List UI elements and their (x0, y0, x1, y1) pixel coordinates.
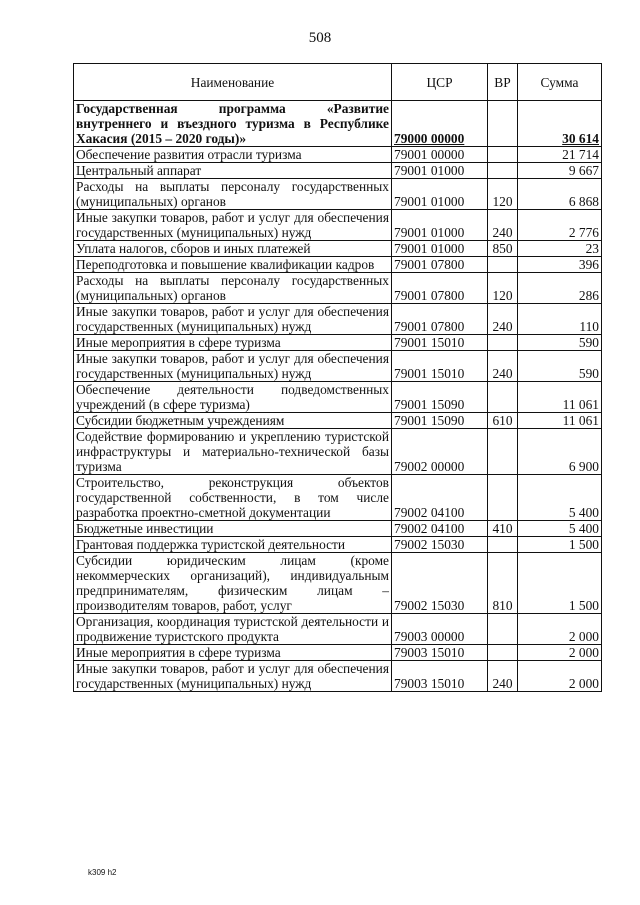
row-csr: 79000 00000 (392, 101, 488, 147)
table-row (74, 661, 602, 692)
row-name: Обеспечение развития отрасли туризма (74, 147, 392, 163)
row-sum: 2 000 (518, 614, 602, 645)
row-vr (488, 147, 518, 163)
row-name: Переподготовка и повышение квалификации кадров (74, 257, 392, 273)
row-sum: 5 400 (518, 521, 602, 537)
row-csr: 79001 15090 (392, 413, 488, 429)
row-name: Иные закупки товаров, работ и услуг для обеспечения государственных (муниципальных) нужд (74, 304, 392, 335)
table-row (74, 163, 602, 179)
row-csr: 79001 15010 (392, 335, 488, 351)
row-name: Центральный аппарат (74, 163, 392, 179)
table-row (74, 521, 602, 537)
row-sum: 590 (518, 351, 602, 382)
row-csr: 79001 15090 (392, 382, 488, 413)
row-sum: 286 (518, 273, 602, 304)
header-name: Наименование (74, 64, 392, 101)
row-csr: 79001 01000 (392, 210, 488, 241)
row-vr (488, 614, 518, 645)
row-csr: 79001 01000 (392, 179, 488, 210)
table-row (74, 335, 602, 351)
row-name: Уплата налогов, сборов и иных платежей (74, 241, 392, 257)
table-row (74, 257, 602, 273)
row-sum: 2 776 (518, 210, 602, 241)
row-sum: 396 (518, 257, 602, 273)
row-sum: 2 000 (518, 645, 602, 661)
row-sum: 21 714 (518, 147, 602, 163)
row-vr: 240 (488, 351, 518, 382)
row-vr (488, 335, 518, 351)
row-vr (488, 537, 518, 553)
row-name: Организация, координация туристской деятельности и продвижение туристского продукта (74, 614, 392, 645)
row-vr: 610 (488, 413, 518, 429)
row-vr (488, 475, 518, 521)
table-row (74, 645, 602, 661)
table-row (74, 382, 602, 413)
row-name: Иные закупки товаров, работ и услуг для обеспечения государственных (муниципальных) нужд (74, 210, 392, 241)
row-csr: 79001 07800 (392, 304, 488, 335)
row-vr (488, 382, 518, 413)
row-csr: 79002 04100 (392, 521, 488, 537)
row-sum: 6 900 (518, 429, 602, 475)
row-name: Государственная программа «Развитие внутреннего и въездного туризма в Республике Хакасия (2015 – 2020 годы)» (74, 101, 392, 147)
row-sum: 11 061 (518, 413, 602, 429)
row-vr: 810 (488, 553, 518, 614)
header-csr: ЦСР (392, 64, 488, 101)
row-csr: 79001 01000 (392, 163, 488, 179)
row-name: Субсидии бюджетным учреждениям (74, 413, 392, 429)
row-csr: 79002 00000 (392, 429, 488, 475)
row-csr: 79003 15010 (392, 645, 488, 661)
row-sum: 5 400 (518, 475, 602, 521)
table-row (74, 210, 602, 241)
row-name: Расходы на выплаты персоналу государственных (муниципальных) органов (74, 179, 392, 210)
row-sum: 590 (518, 335, 602, 351)
row-name: Бюджетные инвестиции (74, 521, 392, 537)
row-sum: 9 667 (518, 163, 602, 179)
row-vr: 410 (488, 521, 518, 537)
row-csr: 79001 00000 (392, 147, 488, 163)
row-sum: 2 000 (518, 661, 602, 692)
row-name: Субсидии юридическим лицам (кроме некоммерческих организаций), индивидуальным предпринимателям, физическим лицам – производителям товаров, работ, услуг (74, 553, 392, 614)
table-row (74, 273, 602, 304)
row-csr: 79002 15030 (392, 553, 488, 614)
row-vr (488, 257, 518, 273)
table-row (74, 179, 602, 210)
row-vr (488, 645, 518, 661)
row-name: Содействие формированию и укреплению туристской инфраструктуры и материально-технической базы туризма (74, 429, 392, 475)
row-name: Обеспечение деятельности подведомственных учреждений (в сфере туризма) (74, 382, 392, 413)
row-sum: 110 (518, 304, 602, 335)
row-sum: 30 614 (518, 101, 602, 147)
table-row (74, 147, 602, 163)
footer-code: k309 h2 (88, 868, 117, 877)
table-row (74, 429, 602, 475)
header-vr: ВР (488, 64, 518, 101)
row-sum: 6 868 (518, 179, 602, 210)
row-name: Иные закупки товаров, работ и услуг для обеспечения государственных (муниципальных) нужд (74, 351, 392, 382)
table-row (74, 304, 602, 335)
page-number: 508 (308, 30, 332, 46)
row-sum: 1 500 (518, 537, 602, 553)
row-vr: 120 (488, 273, 518, 304)
row-csr: 79003 15010 (392, 661, 488, 692)
row-name: Расходы на выплаты персоналу государственных (муниципальных) органов (74, 273, 392, 304)
table-row (74, 413, 602, 429)
row-name: Иные мероприятия в сфере туризма (74, 335, 392, 351)
row-sum: 11 061 (518, 382, 602, 413)
table-row (74, 101, 602, 147)
row-sum: 23 (518, 241, 602, 257)
row-vr: 240 (488, 210, 518, 241)
row-name: Иные закупки товаров, работ и услуг для обеспечения государственных (муниципальных) нужд (74, 661, 392, 692)
table-row (74, 537, 602, 553)
row-csr: 79001 07800 (392, 257, 488, 273)
row-csr: 79003 00000 (392, 614, 488, 645)
header-sum: Сумма (518, 64, 602, 101)
row-vr (488, 101, 518, 147)
row-csr: 79001 15010 (392, 351, 488, 382)
row-name: Грантовая поддержка туристской деятельности (74, 537, 392, 553)
row-vr: 120 (488, 179, 518, 210)
row-csr: 79002 15030 (392, 537, 488, 553)
budget-table (73, 63, 602, 692)
table-row (74, 553, 602, 614)
row-vr (488, 163, 518, 179)
row-csr: 79002 04100 (392, 475, 488, 521)
row-name: Иные мероприятия в сфере туризма (74, 645, 392, 661)
row-vr: 850 (488, 241, 518, 257)
table-row (74, 351, 602, 382)
row-name: Строительство, реконструкция объектов государственной собственности, в том числе разработка проектно-сметной документации (74, 475, 392, 521)
row-csr: 79001 01000 (392, 241, 488, 257)
table-row (74, 241, 602, 257)
table-row (74, 475, 602, 521)
row-vr: 240 (488, 661, 518, 692)
table-header-row (74, 64, 602, 101)
row-csr: 79001 07800 (392, 273, 488, 304)
row-vr (488, 429, 518, 475)
table-row (74, 614, 602, 645)
row-vr: 240 (488, 304, 518, 335)
row-sum: 1 500 (518, 553, 602, 614)
